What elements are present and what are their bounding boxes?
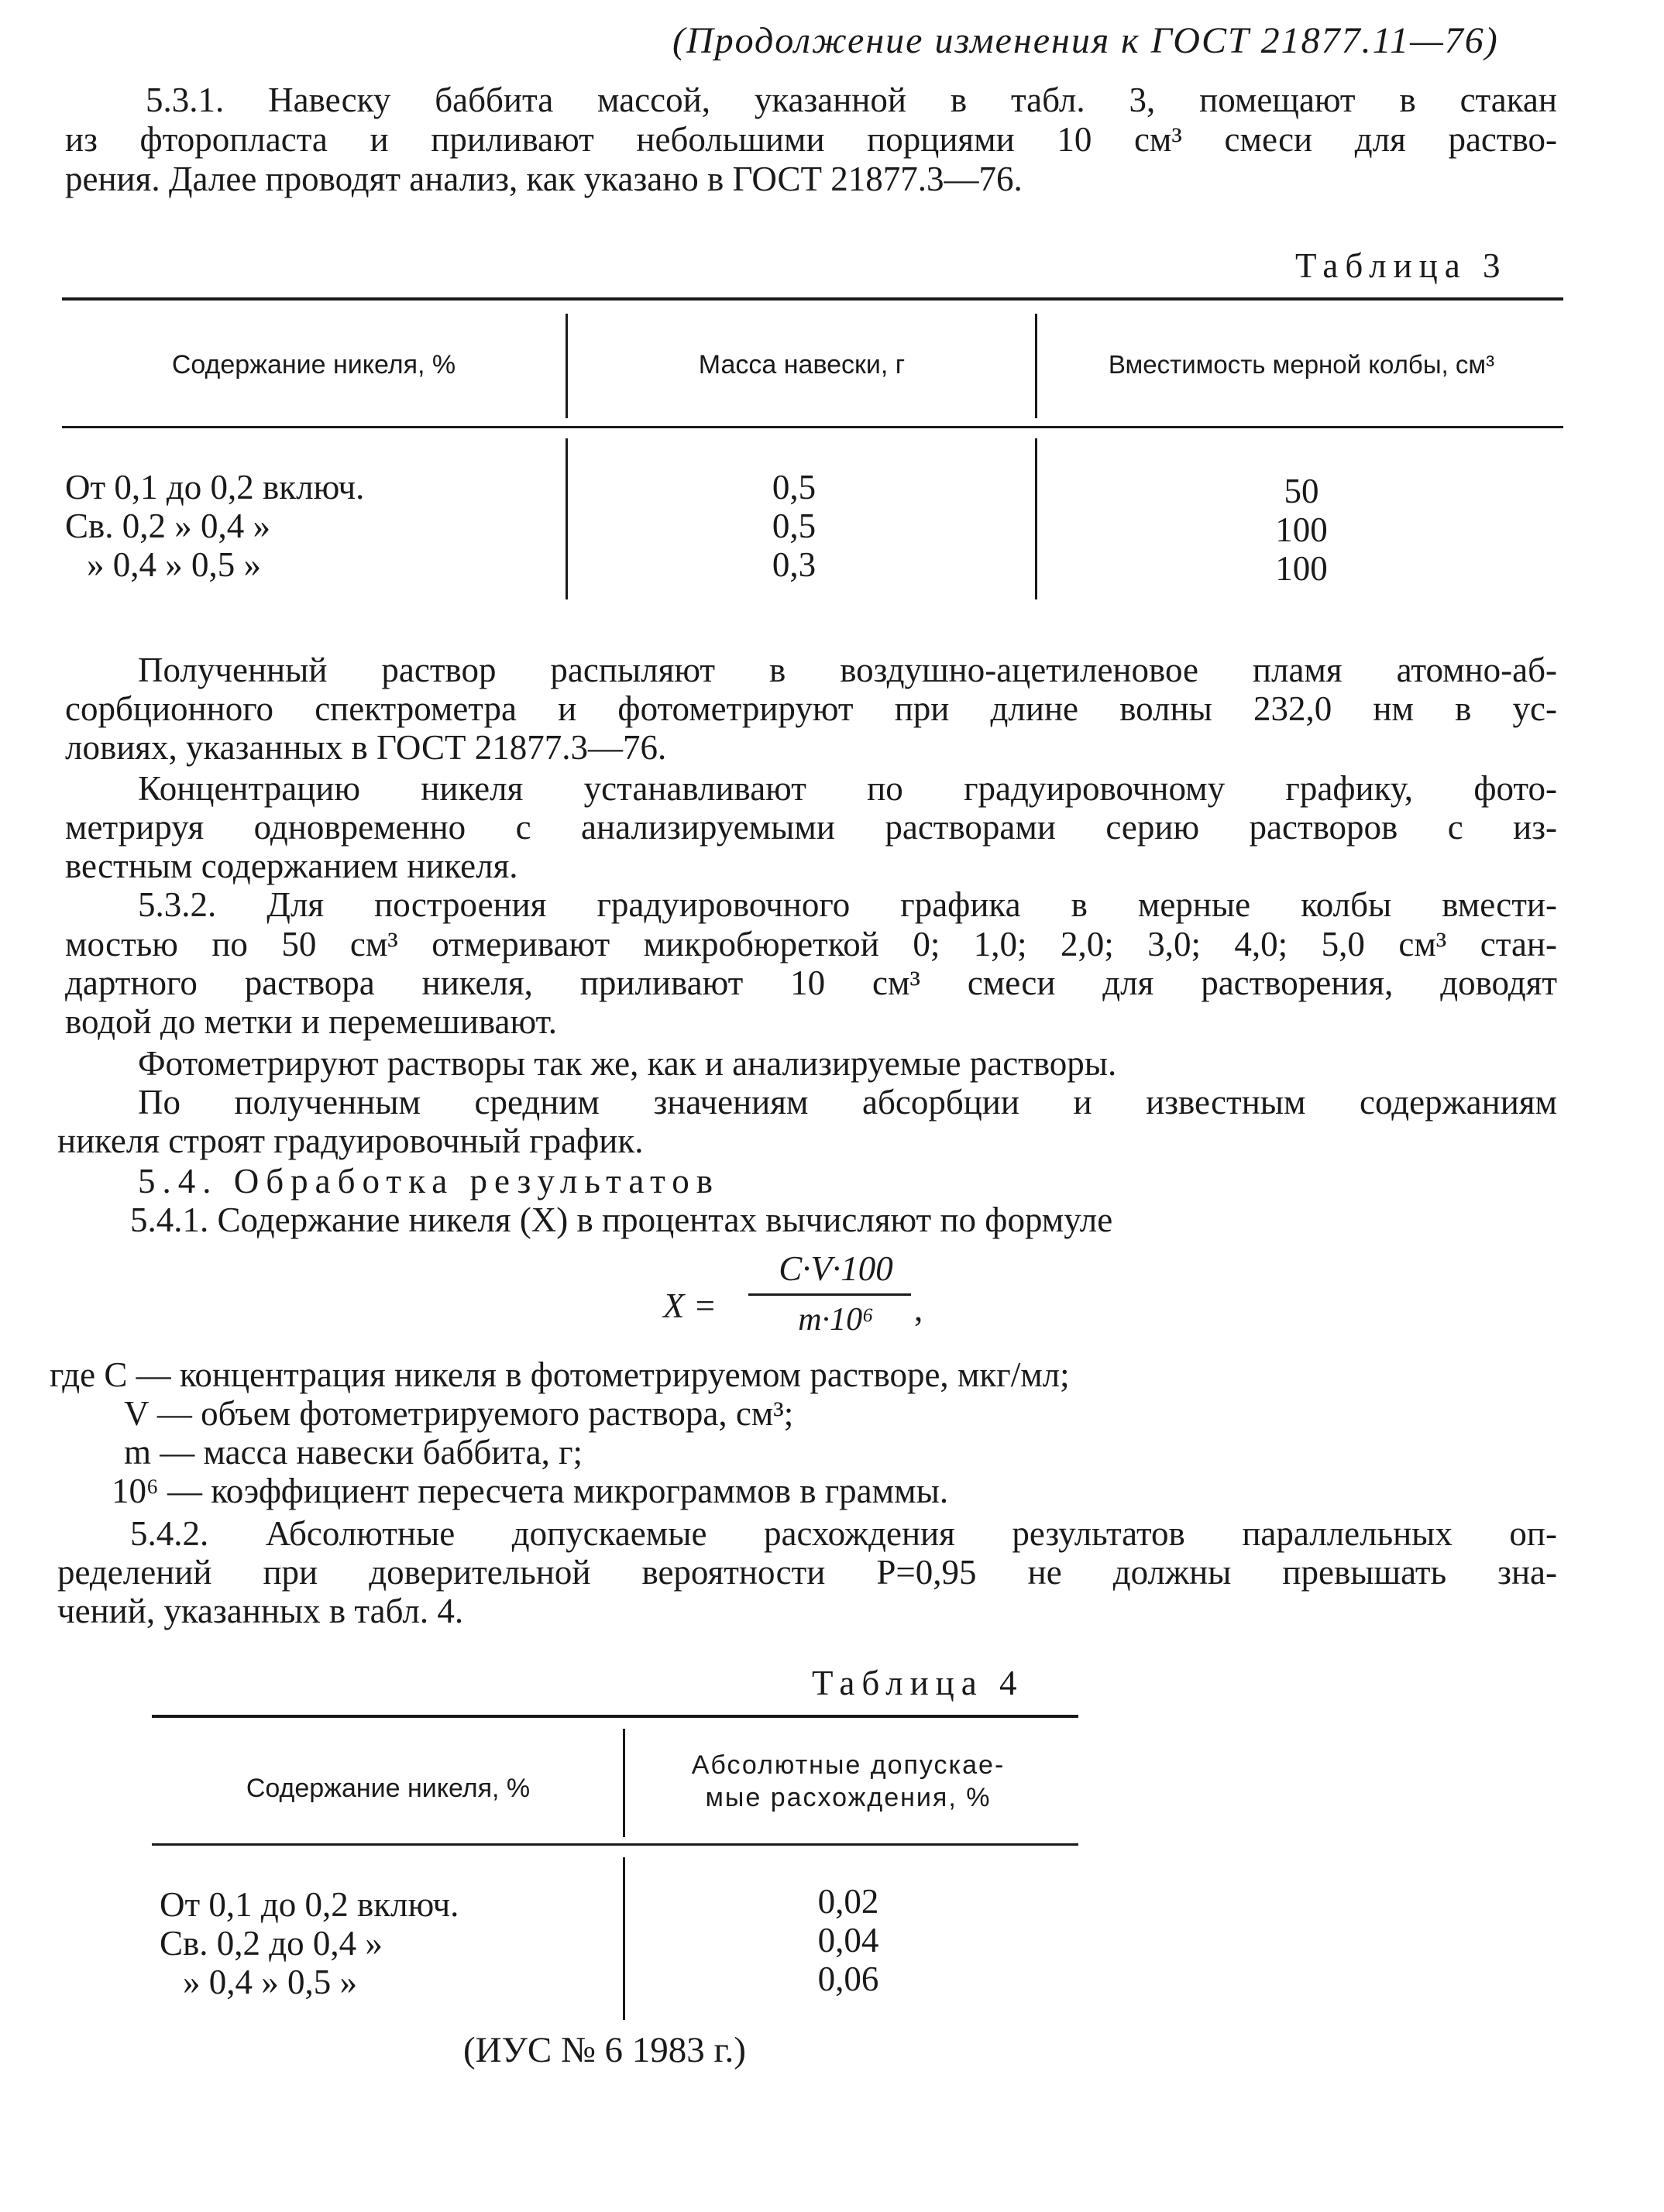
table-3-header-divider-1 bbox=[566, 314, 568, 418]
table-3-header-divider-2 bbox=[1035, 314, 1037, 418]
body-line-6: вестным содержанием никеля. bbox=[65, 847, 518, 885]
body-line-2: сорбционного спектрометра и фотометрируют при длине волны 232,0 нм в ус- bbox=[65, 689, 1557, 728]
table-3-header-mass: Масса навески, г bbox=[698, 350, 906, 380]
table-4-header-deviation-2: мые расхождения, % bbox=[705, 1783, 992, 1812]
body-line-9: дартного раствора никеля, приливают 10 см³ смеси для растворения, доводят bbox=[65, 963, 1557, 1002]
body-line-12: По полученным средним значениям абсорбции и известным содержаниям bbox=[138, 1083, 1557, 1121]
table-3-header-volume: Вместимость мерной колбы, см³ bbox=[1108, 350, 1495, 379]
table-cell: 0,5 bbox=[772, 507, 817, 545]
table-3-body-divider-1 bbox=[566, 438, 568, 599]
table-4-top-rule bbox=[152, 1715, 1078, 1718]
para-542-line-1: 5.4.2. Абсолютные допускаемые расхождения результатов параллельных оп- bbox=[130, 1514, 1557, 1553]
body-line-1: Полученный раствор распыляют в воздушно-ацетиленовое пламя атомно-аб- bbox=[138, 651, 1557, 689]
table-cell: 50 bbox=[1284, 472, 1319, 510]
table-cell: » 0,4 » 0,5 » bbox=[183, 1963, 357, 2001]
continuation-header: (Продолжение изменения к ГОСТ 21877.11—76) bbox=[672, 20, 1499, 61]
table-cell: От 0,1 до 0,2 включ. bbox=[65, 468, 365, 507]
body-line-5: метрируя одновременно с анализируемыми растворами серию растворов с из- bbox=[65, 808, 1557, 847]
legend-line-v: V — объем фотометрируемого раствора, см³; bbox=[124, 1394, 794, 1433]
table-cell: 100 bbox=[1275, 510, 1328, 549]
source-reference: (ИУС № 6 1983 г.) bbox=[463, 2030, 746, 2070]
formula-numerator: C·V·100 bbox=[779, 1249, 893, 1288]
table-4-header-nickel: Содержание никеля, % bbox=[246, 1774, 531, 1803]
table-cell: 0,02 bbox=[817, 1882, 879, 1921]
table-4-header-rule bbox=[152, 1843, 1078, 1846]
table-3-body-divider-2 bbox=[1035, 438, 1037, 599]
legend-line-m: m — масса навески баббита, г; bbox=[124, 1433, 583, 1472]
body-line-10: водой до метки и перемешивают. bbox=[65, 1002, 558, 1041]
table-4-header-divider bbox=[623, 1729, 625, 1837]
formula-fraction-bar bbox=[748, 1293, 911, 1296]
para-531-line-3: рения. Далее проводят анализ, как указано в ГОСТ 21877.3—76. bbox=[65, 160, 1023, 198]
para-542-line-3: чений, указанных в табл. 4. bbox=[57, 1592, 464, 1630]
table-cell: От 0,1 до 0,2 включ. bbox=[160, 1885, 459, 1924]
section-heading-54: 5.4. Обработка результатов bbox=[138, 1162, 720, 1200]
body-line-7: 5.3.2. Для построения градуировочного графика в мерные колбы вмести- bbox=[138, 885, 1557, 924]
formula-trail: , bbox=[914, 1290, 923, 1328]
table-4-header-deviation-1: Абсолютные допускае- bbox=[691, 1750, 1006, 1780]
body-line-3: ловиях, указанных в ГОСТ 21877.3—76. bbox=[65, 728, 667, 767]
table-4-caption: Таблица 4 bbox=[812, 1664, 1024, 1702]
table-cell: 100 bbox=[1275, 549, 1328, 588]
legend-line-10-6: 10⁶ — коэффициент пересчета микрограммов в граммы. bbox=[112, 1472, 949, 1510]
table-cell: Св. 0,2 » 0,4 » bbox=[65, 507, 271, 545]
table-cell: 0,06 bbox=[817, 1960, 879, 1998]
table-3-caption: Таблица 3 bbox=[1295, 246, 1508, 285]
table-cell: 0,3 bbox=[772, 545, 817, 584]
table-3-header-rule bbox=[62, 426, 1563, 428]
body-line-11: Фотометрируют растворы так же, как и анализируемые растворы. bbox=[138, 1044, 1117, 1083]
body-line-8: мостью по 50 см³ отмеривают микробюреткой 0; 1,0; 2,0; 3,0; 4,0; 5,0 см³ стан- bbox=[65, 925, 1557, 963]
table-3-top-rule bbox=[62, 297, 1563, 301]
para-531-line-1: 5.3.1. Навеску баббита массой, указанной в табл. 3, помещают в стакан bbox=[146, 81, 1557, 119]
formula-denominator: m·10⁶ bbox=[798, 1302, 874, 1338]
table-3-header-nickel: Содержание никеля, % bbox=[171, 350, 456, 380]
body-line-13: никеля строят градуировочный график. bbox=[57, 1121, 644, 1160]
body-line-4: Концентрацию никеля устанавливают по градуировочному графику, фото- bbox=[138, 769, 1557, 808]
table-cell: 0,5 bbox=[772, 468, 817, 507]
table-cell: » 0,4 » 0,5 » bbox=[87, 545, 261, 584]
table-cell: Св. 0,2 до 0,4 » bbox=[160, 1924, 383, 1963]
para-531-line-2: из фторопласта и приливают небольшими порциями 10 см³ смеси для раство- bbox=[65, 120, 1557, 159]
legend-line-c: где C — концентрация никеля в фотометрируемом растворе, мкг/мл; bbox=[50, 1355, 1070, 1394]
para-542-line-2: ределений при доверительной вероятности P=0,95 не должны превышать зна- bbox=[57, 1553, 1557, 1592]
formula-lhs: X = bbox=[663, 1286, 717, 1325]
table-cell: 0,04 bbox=[817, 1921, 879, 1960]
body-line-15: 5.4.1. Содержание никеля (X) в процентах вычисляют по формуле bbox=[130, 1200, 1113, 1239]
table-4-body-divider bbox=[623, 1857, 625, 2020]
